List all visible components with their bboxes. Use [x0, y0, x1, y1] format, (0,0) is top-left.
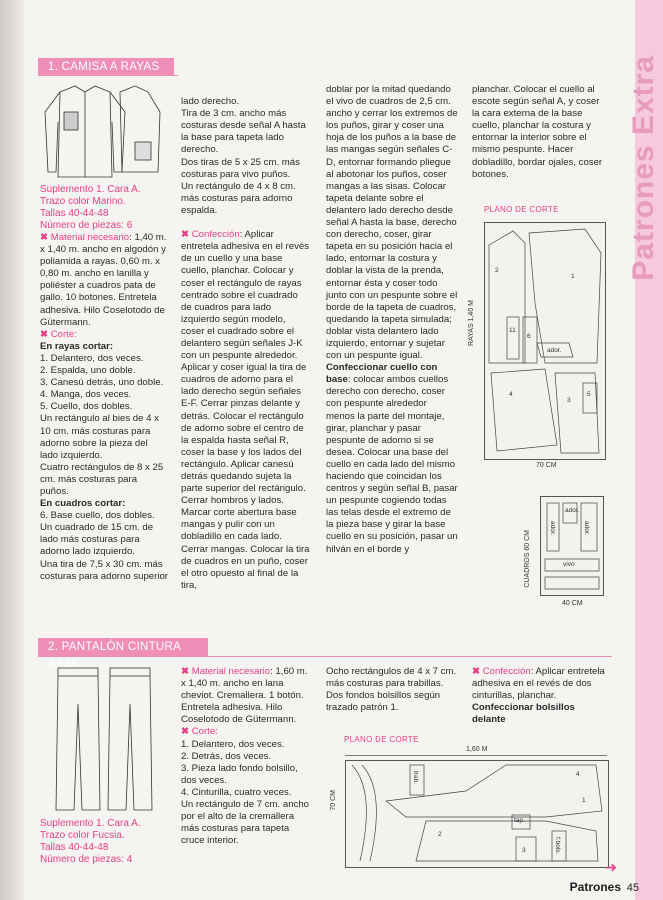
list-item: 3. Canesú detrás, uno doble. [40, 377, 164, 389]
pants-confeccion-bold: Confeccionar bolsillos delante [472, 702, 575, 726]
piece-label: 1 [582, 797, 586, 804]
section-header-shirt: 1. CAMISA A RAYAS [38, 58, 174, 76]
shirt-column-3 [326, 84, 458, 556]
list-item: 4. Cinturilla, cuatro veces. [181, 786, 292, 798]
pants-meta-sizes: Tallas 40-44-48 [40, 842, 109, 853]
piece-label: 11 [509, 327, 516, 334]
piece-label: 2 [438, 831, 442, 838]
shirt-column-4 [472, 84, 608, 181]
section-underline [38, 75, 178, 76]
pants-width-label: 1,60 M [466, 746, 488, 753]
shirt-cuadros-label: En cuadros cortar: [40, 498, 126, 510]
shirt-rayas-extra2: Cuatro rectángulos de 8 x 25 cm. más costuras para puños. [40, 461, 164, 497]
pants-extra: Un rectángulo de 7 cm. ancho por el alto de la cremallera más costuras para tapeta cruce interior. [181, 799, 309, 847]
list-item: 5. Cuello, dos dobles. [40, 401, 133, 413]
pants-corte-label: Corte: [191, 726, 218, 738]
footer-brand-logo: Patrones [569, 880, 621, 894]
section-header-pants: 2. PANTALÓN CINTURA BAJA [38, 638, 208, 656]
shirt-col3-text: doblar por la mitad quedando el vivo de cuadros de 2,5 cm. ancho y cerrar los extremos de los puños, girar y coser una hoja de los puños a la base de las mangas según señales C-D, entornar formando pliegue al abotonar los puños, coser mangas a las sisas. Colocar tapeta delante sobre el delantero lado derecho desde señal A hasta la base, derecho con derecho, coser, girar tapeta en su posición hacia el lado, entornar la costura y doblar la vista de la prenda, entornar ésta y coser todo junto con un pespunte sobre el borde de la tapeta de cuadros, quedando la tapeta simulada; doblar vista delantero lado izquierdo, entornar y sujetar con un pespunte igual. [326, 84, 458, 362]
shirt-plan-title: PLANO DE CORTE [484, 205, 559, 214]
piece-label: vivo [563, 561, 575, 568]
piece-label: f.bols. [554, 837, 561, 855]
piece-label: 4 [509, 391, 513, 398]
shirt-col3-bold: Confeccionar cuello con base [326, 362, 438, 386]
shirt-rayas-extra: Un rectángulo al bies de 4 x 10 cm. más costuras para adorno sobre la pieza del lado izquierdo. [40, 413, 159, 461]
shirt-meta-color: Trazo color Marino. [40, 196, 126, 207]
piece-label: ador. [547, 347, 562, 354]
pants-width-line [345, 755, 607, 756]
piece-label: 5 [587, 391, 591, 398]
list-item: 4. Manga, dos veces. [40, 389, 132, 401]
list-item: 3. Pieza lado fondo bolsillo, dos veces. [181, 762, 298, 786]
shirt-meta-supplement: Suplemento 1. Cara A. [40, 184, 141, 195]
shirt-corte-label: Corte: [50, 328, 77, 340]
pants-col3b: Dos fondos bolsillos según trazado patrón 1. [326, 690, 441, 714]
pants-material-label: Material necesario [191, 666, 271, 677]
pants-confeccion-label: Confección [482, 666, 531, 677]
list-item: 2. Detrás, dos veces. [181, 750, 272, 762]
shirt-col4-text: planchar. Colocar el cuello al escote según señal A, y coser la cara externa de la base cuello, planchar la costura y entornar la interior sobre el mismo pespunte. Hacer dobladillo, bordar ojales, coser botones. [472, 84, 603, 180]
pants-confeccion-text: : Aplicar entretela adhesiva en el revés de dos cinturillas, planchar. [472, 666, 605, 702]
piece-label: 6 [527, 333, 531, 340]
piece-label: 4 [576, 771, 580, 778]
piece-label: tap. [514, 817, 525, 824]
list-item: 1. Delantero, dos veces. [40, 352, 144, 364]
pants-cutting-plan [345, 760, 609, 868]
pants-material-text: : 1,60 m. x 1,40 m. ancho en lana cheviot. Cremallera. 1 botón. Entretela adhesiva. Hilo Coselotodo de Gütermann. [181, 666, 308, 726]
pants-column-3 [326, 666, 458, 714]
shirt-cutting-plan-rayas [484, 222, 606, 460]
pants-plan-title: PLANO DE CORTE [344, 735, 419, 744]
cuadros-width-label: 40 CM [562, 600, 583, 607]
shirt-cuadros-extra: Un cuadrado de 15 cm. de lado más costuras para adorno lado izquierdo. [40, 522, 154, 558]
piece-label: ador. [583, 521, 590, 536]
piece-label: 3 [567, 397, 571, 404]
shirt-cutting-plan-cuadros [540, 496, 604, 596]
shirt-confeccion-text: : Aplicar entretela adhesiva en el revés de un cuello y una base cuello, planchar. Colocar y coser el rectángulo de rayas centrado sobre el cuadrado de cuadros para lado izquierdo según modelo, coser el cuadrado sobre el delantero según señales J-K con un pespunte alrededor. Aplicar y coser igual la tira de cuadros de adorno para el lado derecho según señales E-F. Cerrar pinzas delante y detrás. Colocar el rectángulo de adorno sobre el centro de la espalda hasta señal R, coser la base y los lados del rectángulo. Aplicar canesú detrás quedando sujeta la parte superior del rectángulo. Cerrar hombros y lados. Marcar corte abertura base mangas y pulir con un dobladillo en cada lado. Cerrar mangas. Colocar la tira de cuadros en un puño, coser el otro opuesto al final de la tira, [181, 229, 310, 591]
piece-label: 2 [495, 267, 499, 274]
list-item: 1. Delantero, dos veces. [181, 738, 285, 750]
shirt-column-2: lado derecho. Tira de 3 cm. ancho más costuras desde señal A hasta la base para tapeta lado derecho. Dos tiras de 5 x 25 cm. más costuras para vivo puños. Un rectángulo de 4 x 8 cm. más costuras para adorno espalda. ✖ Confección: Aplicar entretela adhesiva en el revés de un cuello y una base cuello, planchar. Colocar y coser el rectángulo de rayas centrado sobre el cuadrado de cuadros para lado izquierdo según modelo, coser el cuadrado sobre el delantero según señales J-K con un pespunte alrededor. Aplicar y coser igual la tira de cuadros de adorno para el lado derecho según señales E-F. Cerrar pinzas delante y detrás. Colocar el rectángulo de adorno sobre el centro de la espalda hasta señal R, coser la base y los lados del rectángulo. Aplicar canesú detrás quedando sujeta la parte superior del rectángulo. Cerrar hombros y lados. Marcar corte abertura base mangas y pulir con un dobladillo en cada lado. Cerrar mangas. Colocar la tira de cuadros en un puño, coser el otro opuesto al final de la tira, [181, 96, 310, 591]
pants-meta-supplement: Suplemento 1. Cara A. [40, 818, 141, 829]
shirt-confeccion-label: Confección [191, 229, 240, 241]
rayas-dimension-label: RAYAS 1,40 M [468, 300, 475, 347]
list-item: 6. Base cuello, dos dobles. [40, 510, 155, 522]
piece-label: ador. [565, 507, 580, 514]
pants-column-4: ✖ Confección: Aplicar entretela adhesiva en el revés de dos cinturillas, planchar. Confeccionar bolsillos delante [472, 666, 605, 726]
pants-meta-color: Trazo color Fucsia. [40, 830, 125, 841]
pants-column-2: ✖ Material necesario: 1,60 m. x 1,40 m. ancho en lana cheviot. Cremallera. 1 botón. Entretela adhesiva. Hilo Coselotodo de Gütermann. ✖ Corte: 1. Delantero, dos veces. 2. Detrás, dos veces. 3. Pieza lado fondo bolsillo, dos veces. 4. Cinturilla, cuatro veces. Un rectángulo de 7 cm. ancho por el alto de la cremallera más costuras para tapeta cruce interior. [181, 666, 309, 847]
shirt-material-text: : 1,40 m. x 1,40 m. ancho en algodón y poliamida a rayas. 0,60 m. x 0,80 m. ancho en lanilla y poliéster a cuadros pata de gallo. 10 botones. Entretela adhesiva. Hilo Coselotodo de Gütermann. [40, 232, 167, 328]
pants-meta-pieces: Número de piezas: 4 [40, 854, 133, 865]
rayas-width-label: 70 CM [536, 462, 557, 469]
shirt-col3-text2: : colocar ambos cuellos derecho con derecho, coser con pespunte alrededor menos la parte del montaje, girar, planchar y pasar pespunte de adorno si se desea. Colocar una base del cuello en cada lado del mismo haciendo que coincidan los centros y según señal B, pasar un pespunte cogiendo todas las telas desde el extremo de la pieza base y girar la base cuello en su posición, pasar un hilván en el borde y [326, 374, 458, 555]
section-underline [38, 656, 612, 657]
shirt-material-label: Material necesario [50, 232, 130, 243]
shirt-meta-pieces: Número de piezas: 6 [40, 220, 133, 231]
shirt-meta-sizes: Tallas 40-44-48 [40, 208, 109, 219]
pants-col3a: Ocho rectángulos de 4 x 7 cm. más costuras para trabillas. [326, 666, 457, 690]
next-page-arrow-icon: ➜ [605, 859, 617, 875]
pants-illustration [48, 664, 158, 814]
shirt-cuadros-extra2: Una tira de 7,5 x 30 cm. más costuras para adorno superior [40, 558, 168, 582]
list-item: 2. Espalda, uno doble. [40, 365, 136, 377]
pants-height-label: 70 CM [330, 790, 337, 811]
page-spine-shadow [0, 0, 24, 900]
shirt-col2-top: lado derecho. Tira de 3 cm. ancho más costuras desde señal A hasta la base para tapeta lado derecho. Dos tiras de 5 x 25 cm. más costuras para vivo puños. Un rectángulo de 4 x 8 cm. más costuras para adorno espalda. [181, 96, 306, 216]
shirt-rayas-label: En rayas cortar: [40, 340, 114, 352]
piece-label: 3 [522, 847, 526, 854]
shirt-illustration [40, 82, 165, 182]
piece-label: 1 [571, 273, 575, 280]
vertical-sidebar-title: Patrones Extra [627, 55, 660, 281]
piece-label: ador. [549, 521, 556, 536]
pants-meta [40, 818, 166, 866]
shirt-column-1: Suplemento 1. Cara A. Trazo color Marino. Tallas 40-44-48 Número de piezas: 6 ✖ Material necesario: 1,40 m. x 1,40 m. ancho en algodón y poliamida a rayas. 0,60 m. x 0,80 m. ancho en lanilla y poliéster a cuadros pata de gallo. 10 botones. Entretela adhesiva. Hilo Coselotodo de Gütermann. ✖ Corte: En rayas cortar: 1. Delantero, dos veces. 2. Espalda, uno doble. 3. Canesú detrás, uno doble. 4. Manga, dos veces. 5. Cuello, dos dobles. Un rectángulo al bies de 4 x 10 cm. más costuras para adorno sobre la pieza del lado izquierdo. Cuatro rectángulos de 8 x 25 cm. más costuras para puños. En cuadros cortar: 6. Base cuello, dos dobles. Un cuadrado de 15 cm. de lado más costuras para adorno lado izquierdo. Una tira de 7,5 x 30 cm. más costuras para adorno superior [40, 184, 168, 582]
piece-label: trab. [412, 771, 419, 785]
cuadros-dimension-label: CUADROS 60 CM [524, 530, 531, 588]
page-number: 45 [626, 882, 639, 894]
